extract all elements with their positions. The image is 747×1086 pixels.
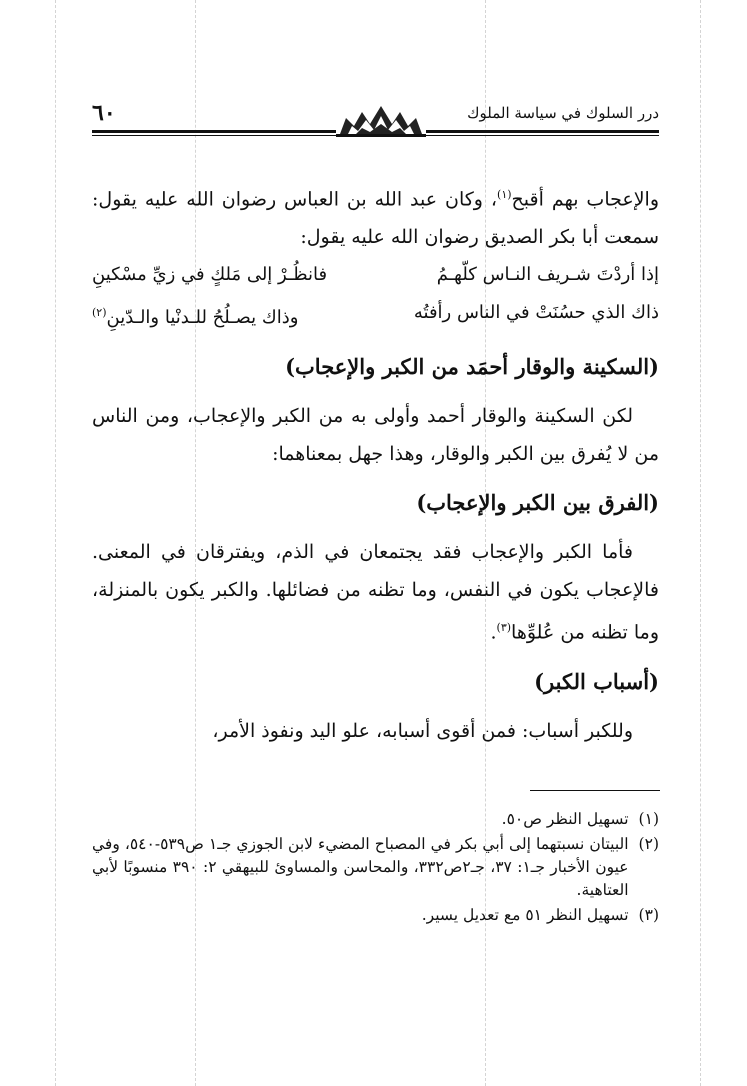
running-title: درر السلوك في سياسة الملوك bbox=[467, 104, 659, 122]
page-header bbox=[92, 100, 659, 140]
main-text bbox=[92, 176, 659, 750]
footnote-number: (٢) bbox=[638, 835, 659, 853]
footnote bbox=[92, 904, 659, 927]
footnote-separator bbox=[530, 790, 660, 791]
poem-verse bbox=[92, 256, 659, 294]
footnotes bbox=[92, 808, 659, 929]
scan-guide-line bbox=[55, 0, 56, 1086]
footnote bbox=[92, 808, 659, 831]
section-heading: (أسباب الكبر) bbox=[534, 668, 659, 694]
verse-hemistich-first: ذاك الذي حسُنَتْ في الناس رأفتُه bbox=[413, 302, 659, 324]
footnote-text: البيتان نسبتهما إلى أبي بكر في المصباح المضيء لابن الجوزي جـ١ ص٥٣٩-٥٤٠، وفي عيون الأخبار جـ١: ٣٧، جـ٢ص٣٣٢، والمحاسن والمساوئ للبيهقي ٢: ٣٩٠ منسوبًا لأبي العتاهية. bbox=[92, 835, 629, 899]
scan-guide-line bbox=[700, 0, 701, 1086]
crown-ornament-icon bbox=[336, 104, 426, 138]
footnote-ref[interactable]: (١) bbox=[497, 188, 512, 201]
paragraph: وللكبر أسباب: فمن أقوى أسبابه، علو اليد ونفوذ الأمر، bbox=[212, 719, 633, 742]
paragraph: فأما الكبر والإعجاب فقد يجتمعان في الذم، ويفترقان في المعنى. فالإعجاب يكون في النفس، وما تظنه من فضائلها. والكبر يكون بالمنزلة، وما تظنه من عُلوِّها$^{(٣)}$. bbox=[92, 541, 659, 644]
paragraph: لكن السكينة والوقار أحمد وأولى به من الكبر والإعجاب، ومن الناس من لا يُفرق بين الكبر والوقار، وهذا جهل بمعناهما: bbox=[92, 405, 659, 466]
footnote bbox=[92, 833, 659, 902]
verse-hemistich-second: فانظُـرْ إلى مَلكٍ في زيِّ مسْكينِ bbox=[92, 264, 328, 286]
footnote-number: (٣) bbox=[638, 906, 659, 924]
section-heading: (السكينة والوقار أحمَد من الكبر والإعجاب) bbox=[285, 354, 659, 380]
verse-hemistich-second: وذاك يصـلُحُ للـدنْيا والـدّينِ$^{(٢)}$ bbox=[92, 306, 299, 329]
footnote-number: (١) bbox=[638, 810, 659, 828]
poem-verse bbox=[92, 294, 659, 337]
paragraph: والإعجاب بهم أقبح$^{(١)}$، وكان عبد الله بن العباس رضوان الله عليه يقول: سمعت أبا بكر الصديق رضوان الله عليه يقول: bbox=[92, 188, 660, 249]
footnote-ref[interactable]: (٣) bbox=[496, 621, 512, 635]
page-number: ٦٠ bbox=[92, 100, 116, 126]
verse-hemistich-first: إذا أردْتَ شـريف النـاس كلّهـمُ bbox=[436, 264, 659, 286]
footnote-text: تسهيل النظر ص٥٠. bbox=[501, 810, 629, 828]
footnote-ref[interactable]: (٢) bbox=[92, 306, 107, 320]
section-heading: (الفرق بين الكبر والإعجاب) bbox=[416, 490, 659, 516]
footnote-text: تسهيل النظر ٥١ مع تعديل يسير. bbox=[421, 906, 629, 924]
